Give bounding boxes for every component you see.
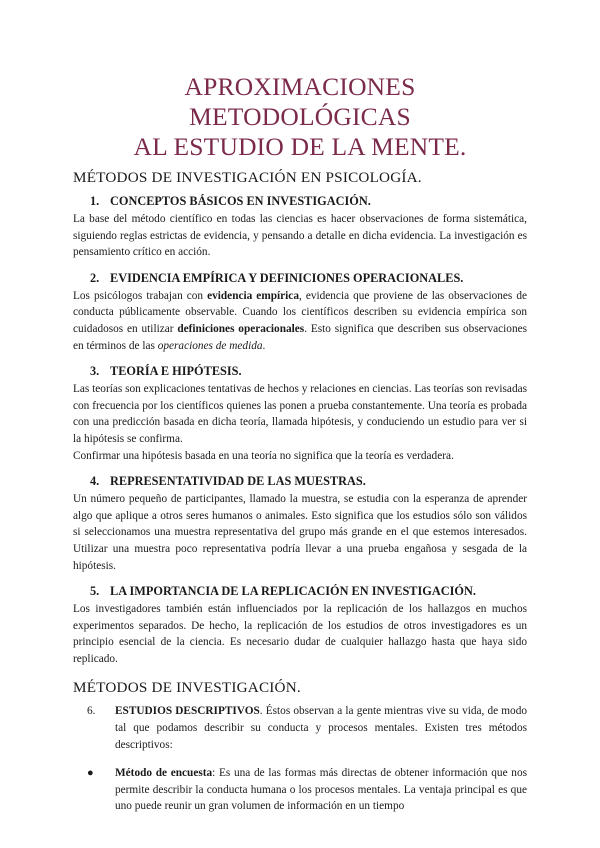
section-5-text: Los investigadores también están influenciados por la replicación de los hallazgos en muchos experimentos separados. De hecho, la replicación de los estudios de otros investigadores es un principio esencial de la ciencia. Es necesario dudar de cualquier hallazgo hasta que haya sido replicado. — [73, 603, 527, 665]
section-1-title: CONCEPTOS BÁSICOS EN INVESTIGACIÓN. — [110, 194, 371, 208]
section-4-number: 4. — [90, 474, 100, 489]
section-3-title: TEORÍA E HIPÓTESIS. — [110, 364, 242, 379]
section-1-text: La base del método científico en todas las ciencias es hacer observaciones de forma sistemática, siguiendo reglas estrictas de evidencia, y pensando a detalle en dicha evidencia. La investigación es pensamiento crítico en acción. — [73, 213, 527, 259]
bullet-metodo-encuesta-body: : Es una de las formas más directas de obtener información que nos permite describir la conducta humana o los procesos mentales. La ventaja principal es que uno puede reunir un gran volumen de información en un tiempo — [115, 767, 527, 813]
section-4-heading — [73, 473, 527, 489]
section-2-text-part-2: , evidencia que proviene de las observaciones de conducta públicamente observable. Cuando los científicos describen su evidencia empírica son cuidadosos en utilizar — [73, 289, 527, 335]
bullet-metodo-encuesta-text — [115, 765, 527, 815]
section-2-text-part-1: Los psicólogos trabajan con — [73, 289, 208, 302]
term-evidencia-empirica: evidencia empírica — [207, 289, 299, 302]
section-5 — [73, 583, 527, 667]
section-4-title: REPRESENTATIVIDAD DE LAS MUESTRAS. — [110, 474, 366, 489]
section-6-text — [115, 703, 527, 753]
section-2-heading — [73, 270, 527, 286]
section-2-text-part-4: . — [262, 339, 266, 352]
section-2-text-part-3: . Esto significa que describen sus observaciones en términos de las — [73, 322, 528, 352]
section-4-text: Un número pequeño de participantes, llamado la muestra, se estudia con la esperanza de aprender algo que aplique a otros seres humanos o animales. Esto significa que los estudios sólo son válidos si seleccionamos una muestra representativa del grupo más grande en el que estemos interesados. Utilizar una muestra poco representativa podría llevar a una prueba engañosa y sesgada de la hipótesis. — [73, 493, 527, 572]
section-5-number: 5. — [90, 584, 100, 599]
term-operaciones-de-medida: operaciones de medida — [157, 339, 263, 352]
term-estudios-descriptivos: ESTUDIOS DESCRIPTIVOS — [115, 705, 260, 718]
section-2 — [73, 270, 527, 354]
heading-metodos-psicologia: MÉTODOS DE INVESTIGACIÓN EN PSICOLOGÍA. — [73, 169, 422, 186]
bullet-metodo-encuesta — [73, 765, 527, 815]
section-3-text: Las teorías son explicaciones tentativas de hechos y relaciones en ciencias. Las teorías son revisadas con frecuencia por los científicos quienes las ponen a prueba constantemente. Una teoría es probada con una predicción basada en dicha teoría, llamada hipótesis, y conduciendo un estudio para ver si la hipótesis se confirma. — [73, 383, 527, 445]
bullet-icon: ● — [87, 767, 94, 780]
section-6 — [73, 703, 527, 753]
section-3-text-2: Confirmar una hipótesis basada en una teoría no significa que la teoría es verdadera. — [73, 449, 454, 462]
section-2-title: EVIDENCIA EMPÍRICA Y DEFINICIONES OPERACIONALES. — [110, 270, 464, 285]
section-3-heading — [73, 363, 527, 379]
section-6-number: 6. — [87, 705, 96, 718]
title-line-1: APROXIMACIONES METODOLÓGICAS — [184, 72, 416, 131]
section-4 — [73, 473, 527, 574]
section-3-number: 3. — [90, 364, 100, 379]
section-2-text — [73, 288, 527, 354]
section-5-heading — [73, 583, 527, 599]
section-1-heading — [73, 193, 527, 209]
section-1-number: 1. — [90, 194, 100, 208]
section-5-title: LA IMPORTANCIA DE LA REPLICACIÓN EN INVESTIGACIÓN. — [110, 584, 476, 599]
document-title — [73, 0, 527, 162]
section-3 — [73, 363, 527, 464]
term-metodo-de-encuesta: Método de encuesta — [115, 767, 213, 780]
title-line-2: AL ESTUDIO DE LA MENTE. — [133, 132, 467, 161]
section-2-number: 2. — [90, 270, 100, 285]
section-1 — [73, 193, 527, 261]
heading-metodos-investigacion: MÉTODOS DE INVESTIGACIÓN. — [73, 679, 301, 697]
section-6-text-body: . Éstos observan a la gente mientras vive su vida, de modo tal que podamos describir su conducta y procesos mentales. Existen tres métodos descriptivos: — [115, 705, 527, 751]
term-definiciones-operacionales: definiciones operacionales — [177, 322, 305, 335]
